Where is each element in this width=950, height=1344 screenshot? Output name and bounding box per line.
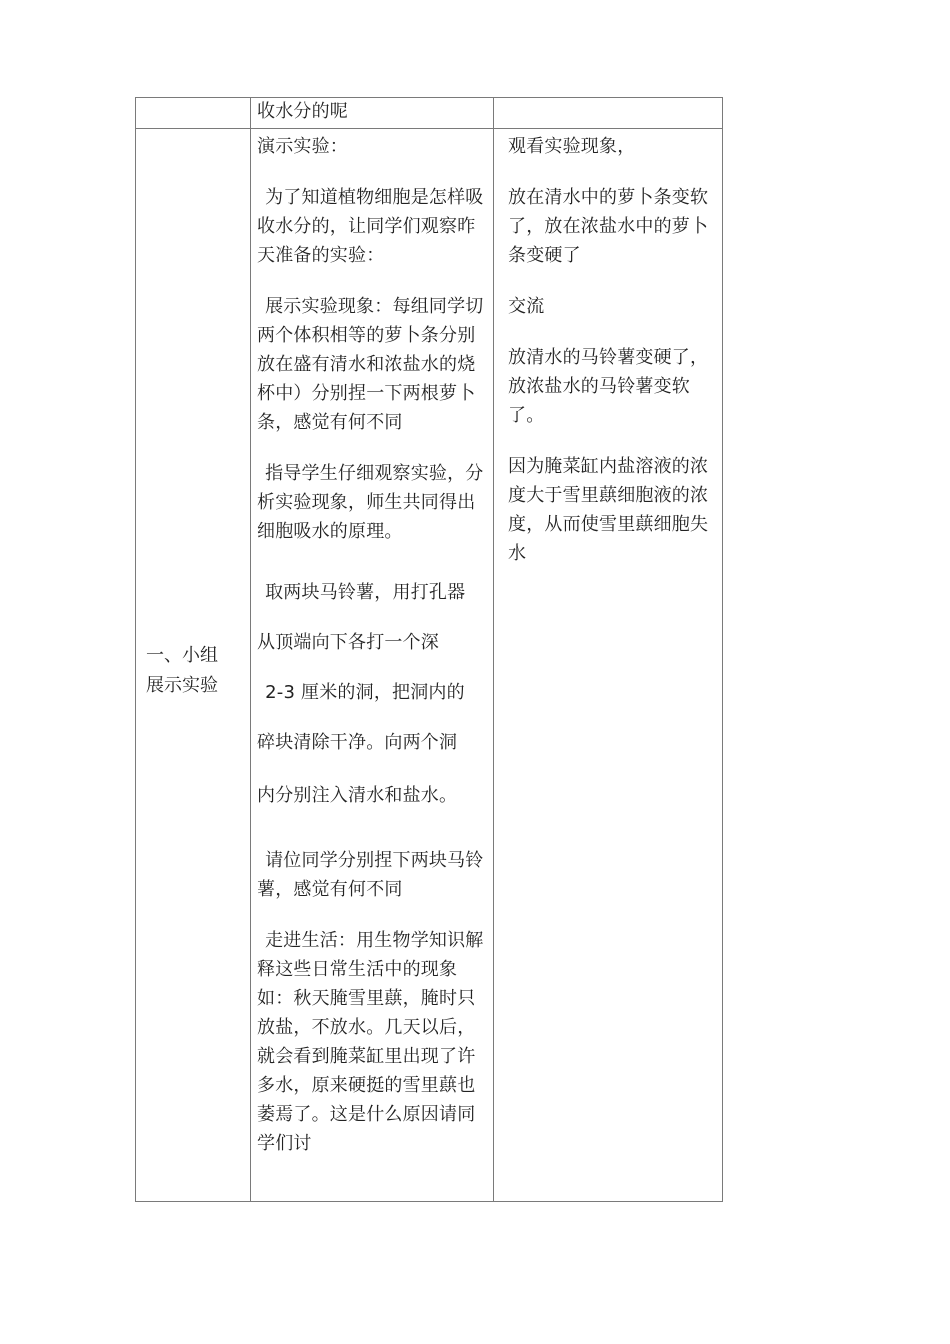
lesson-plan-table [135,97,723,1202]
paragraph: 从顶端向下各打一个深 [257,632,439,653]
paragraph: 因为腌菜缸内盐溶液的浓度大于雪里蕻细胞液的浓度，从而使雪里蕻细胞失水 [508,456,709,564]
table-row [136,129,723,1202]
paragraph: 交流 [508,296,545,317]
paragraph: 内分别注入清水和盐水。 [257,785,458,806]
paragraph: 放在清水中的萝卜条变软了，放在浓盐水中的萝卜条变硬了 [508,187,709,266]
paragraph: 观看实验现象， [508,136,636,157]
paragraph: 展示实验现象：每组同学切两个体积相等的萝卜条分别放在盛有清水和浓盐水的烧杯中）分别捏一下两根萝卜条，感觉有何不同 [257,296,484,433]
paragraph: 请位同学分别捏下两块马铃薯，感觉有何不同 [257,850,484,900]
table-cell-teacher-activity [251,129,494,1202]
table-row [136,98,723,129]
table-cell-teacher-activity [251,98,494,129]
paragraph: 走进生活：用生物学知识解释这些日常生活中的现象如：秋天腌雪里蕻，腌时只放盐，不放水。几天以后，就会看到腌菜缸里出现了许多水，原来硬挺的雪里蕻也萎焉了。这是什么原因请同学们讨 [257,930,484,1154]
paragraph: 放清水的马铃薯变硬了，放浓盐水的马铃薯变软了。 [508,347,709,426]
paragraph: 演示实验： [257,136,348,157]
stage-label: 一、小组 展示实验 [146,645,218,696]
paragraph: 碎块清除干净。向两个洞 [257,732,458,753]
paragraph: 取两块马铃薯，用打孔器 [265,582,466,603]
paragraph: 为了知道植物细胞是怎样吸收水分的，让同学们观察昨天准备的实验： [257,187,484,266]
table-cell-stage [136,98,251,129]
paragraph: 指导学生仔细观察实验，分析实验现象，师生共同得出细胞吸水的原理。 [257,463,484,542]
cell-text: 收水分的呢 [257,101,348,122]
table-cell-stage [136,129,251,1202]
table-cell-student-activity [494,129,723,1202]
paragraph: 2-3 厘米的洞，把洞内的 [265,682,465,703]
table-cell-student-activity [494,98,723,129]
